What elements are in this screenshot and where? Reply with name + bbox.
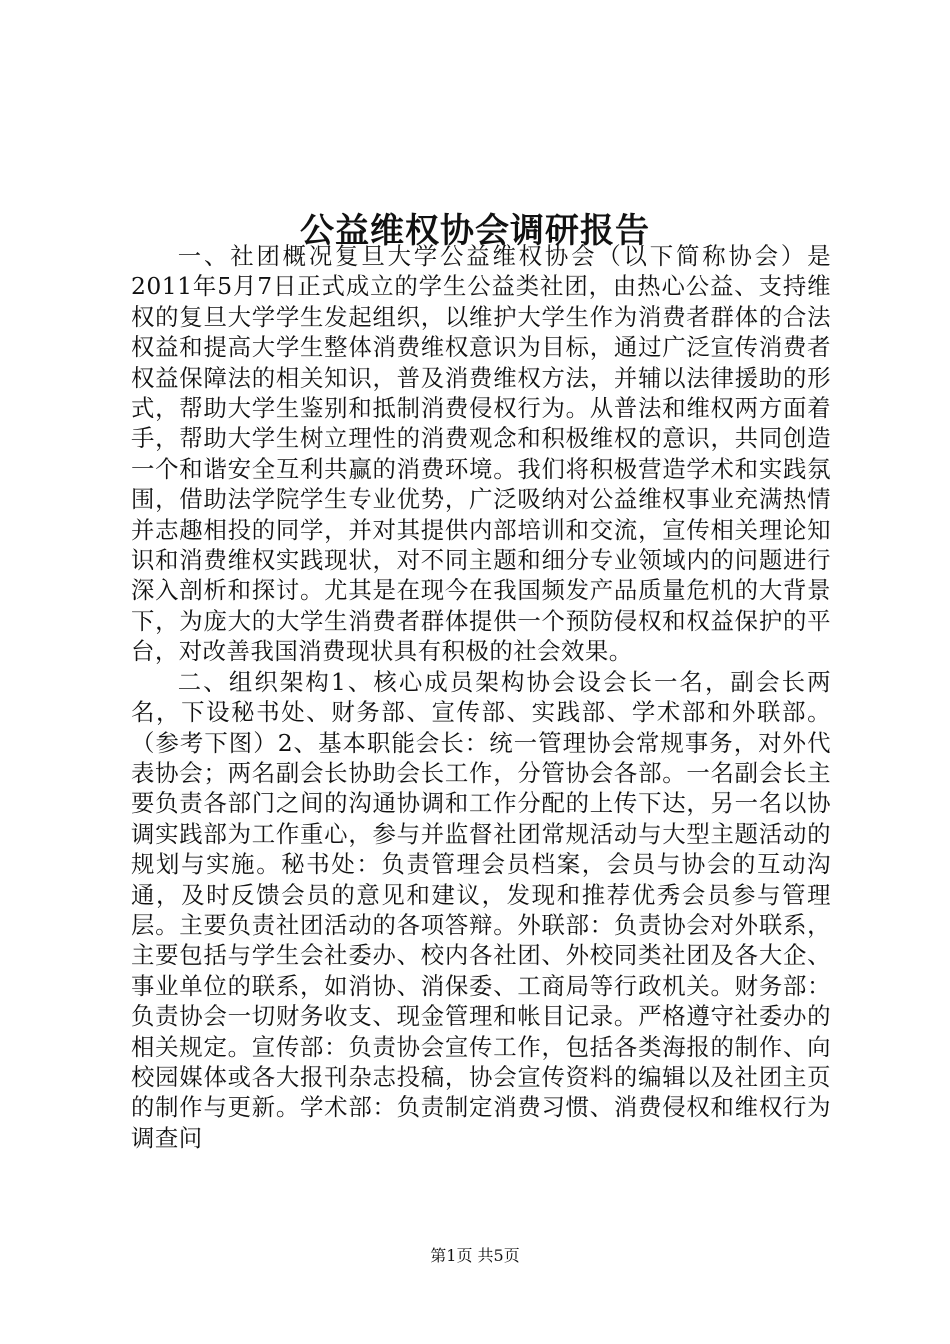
paragraph-organization: 二、组织架构1、核心成员架构协会设会长一名，副会长两名，下设秘书处、财务部、宣传部、实践部、学术部和外联部。（参考下图）2、基本职能会长：统一管理协会常规事务，对外代表协会；两名副会长协助会长工作，分管协会各部。一名副会长主要负责各部门之间的沟通协调和工作分配的上传下达，另一名以协调实践部为工作重心，参与并监督社团常规活动与大型主题活动的规划与实施。秘书处：负责管理会员档案，会员与协会的互动沟通，及时反馈会员的意见和建议，发现和推荐优秀会员参与管理层。主要负责社团活动的各项答辩。外联部：负责协会对外联系，主要包括与学生会社委办、校内各社团、外校同类社团及各大企、事业单位的联系，如消协、消保委、工商局等行政机关。财务部：负责协会一切财务收支、现金管理和帐目记录。严格遵守社委办的相关规定。宣传部：负责协会宣传工作，包括各类海报的制作、向校园媒体或各大报刊杂志投稿，协会宣传资料的编辑以及社团主页的制作与更新。学术部：负责制定消费习惯、消费侵权和维权行为调查问 bbox=[131, 667, 831, 1152]
paragraph-overview: 一、社团概况复旦大学公益维权协会（以下简称协会）是2011年5月7日正式成立的学生公益类社团，由热心公益、支持维权的复旦大学学生发起组织，以维护大学生作为消费者群体的合法权益和提高大学生整体消费维权意识为目标，通过广泛宣传消费者权益保障法的相关知识，普及消费维权方法，并辅以法律援助的形式，帮助大学生鉴别和抵制消费侵权行为。从普法和维权两方面着手，帮助大学生树立理性的消费观念和积极维权的意识，共同创造一个和谐安全互利共赢的消费环境。我们将积极营造学术和实践氛围，借助法学院学生专业优势，广泛吸纳对公益维权事业充满热情并志趣相投的同学，并对其提供内部培训和交流，宣传相关理论知识和消费维权实践现状，对不同主题和细分专业领域内的问题进行深入剖析和探讨。尤其是在现今在我国频发产品质量危机的大背景下，为庞大的大学生消费者群体提供一个预防侵权和权益保护的平台，对改善我国消费现状具有积极的社会效果。 bbox=[131, 242, 831, 666]
document-title: 公益维权协会调研报告 bbox=[300, 210, 650, 251]
page-footer bbox=[0, 1244, 950, 1268]
document-body bbox=[131, 241, 831, 1153]
page-indicator: 第1页 共5页 bbox=[430, 1246, 520, 1265]
